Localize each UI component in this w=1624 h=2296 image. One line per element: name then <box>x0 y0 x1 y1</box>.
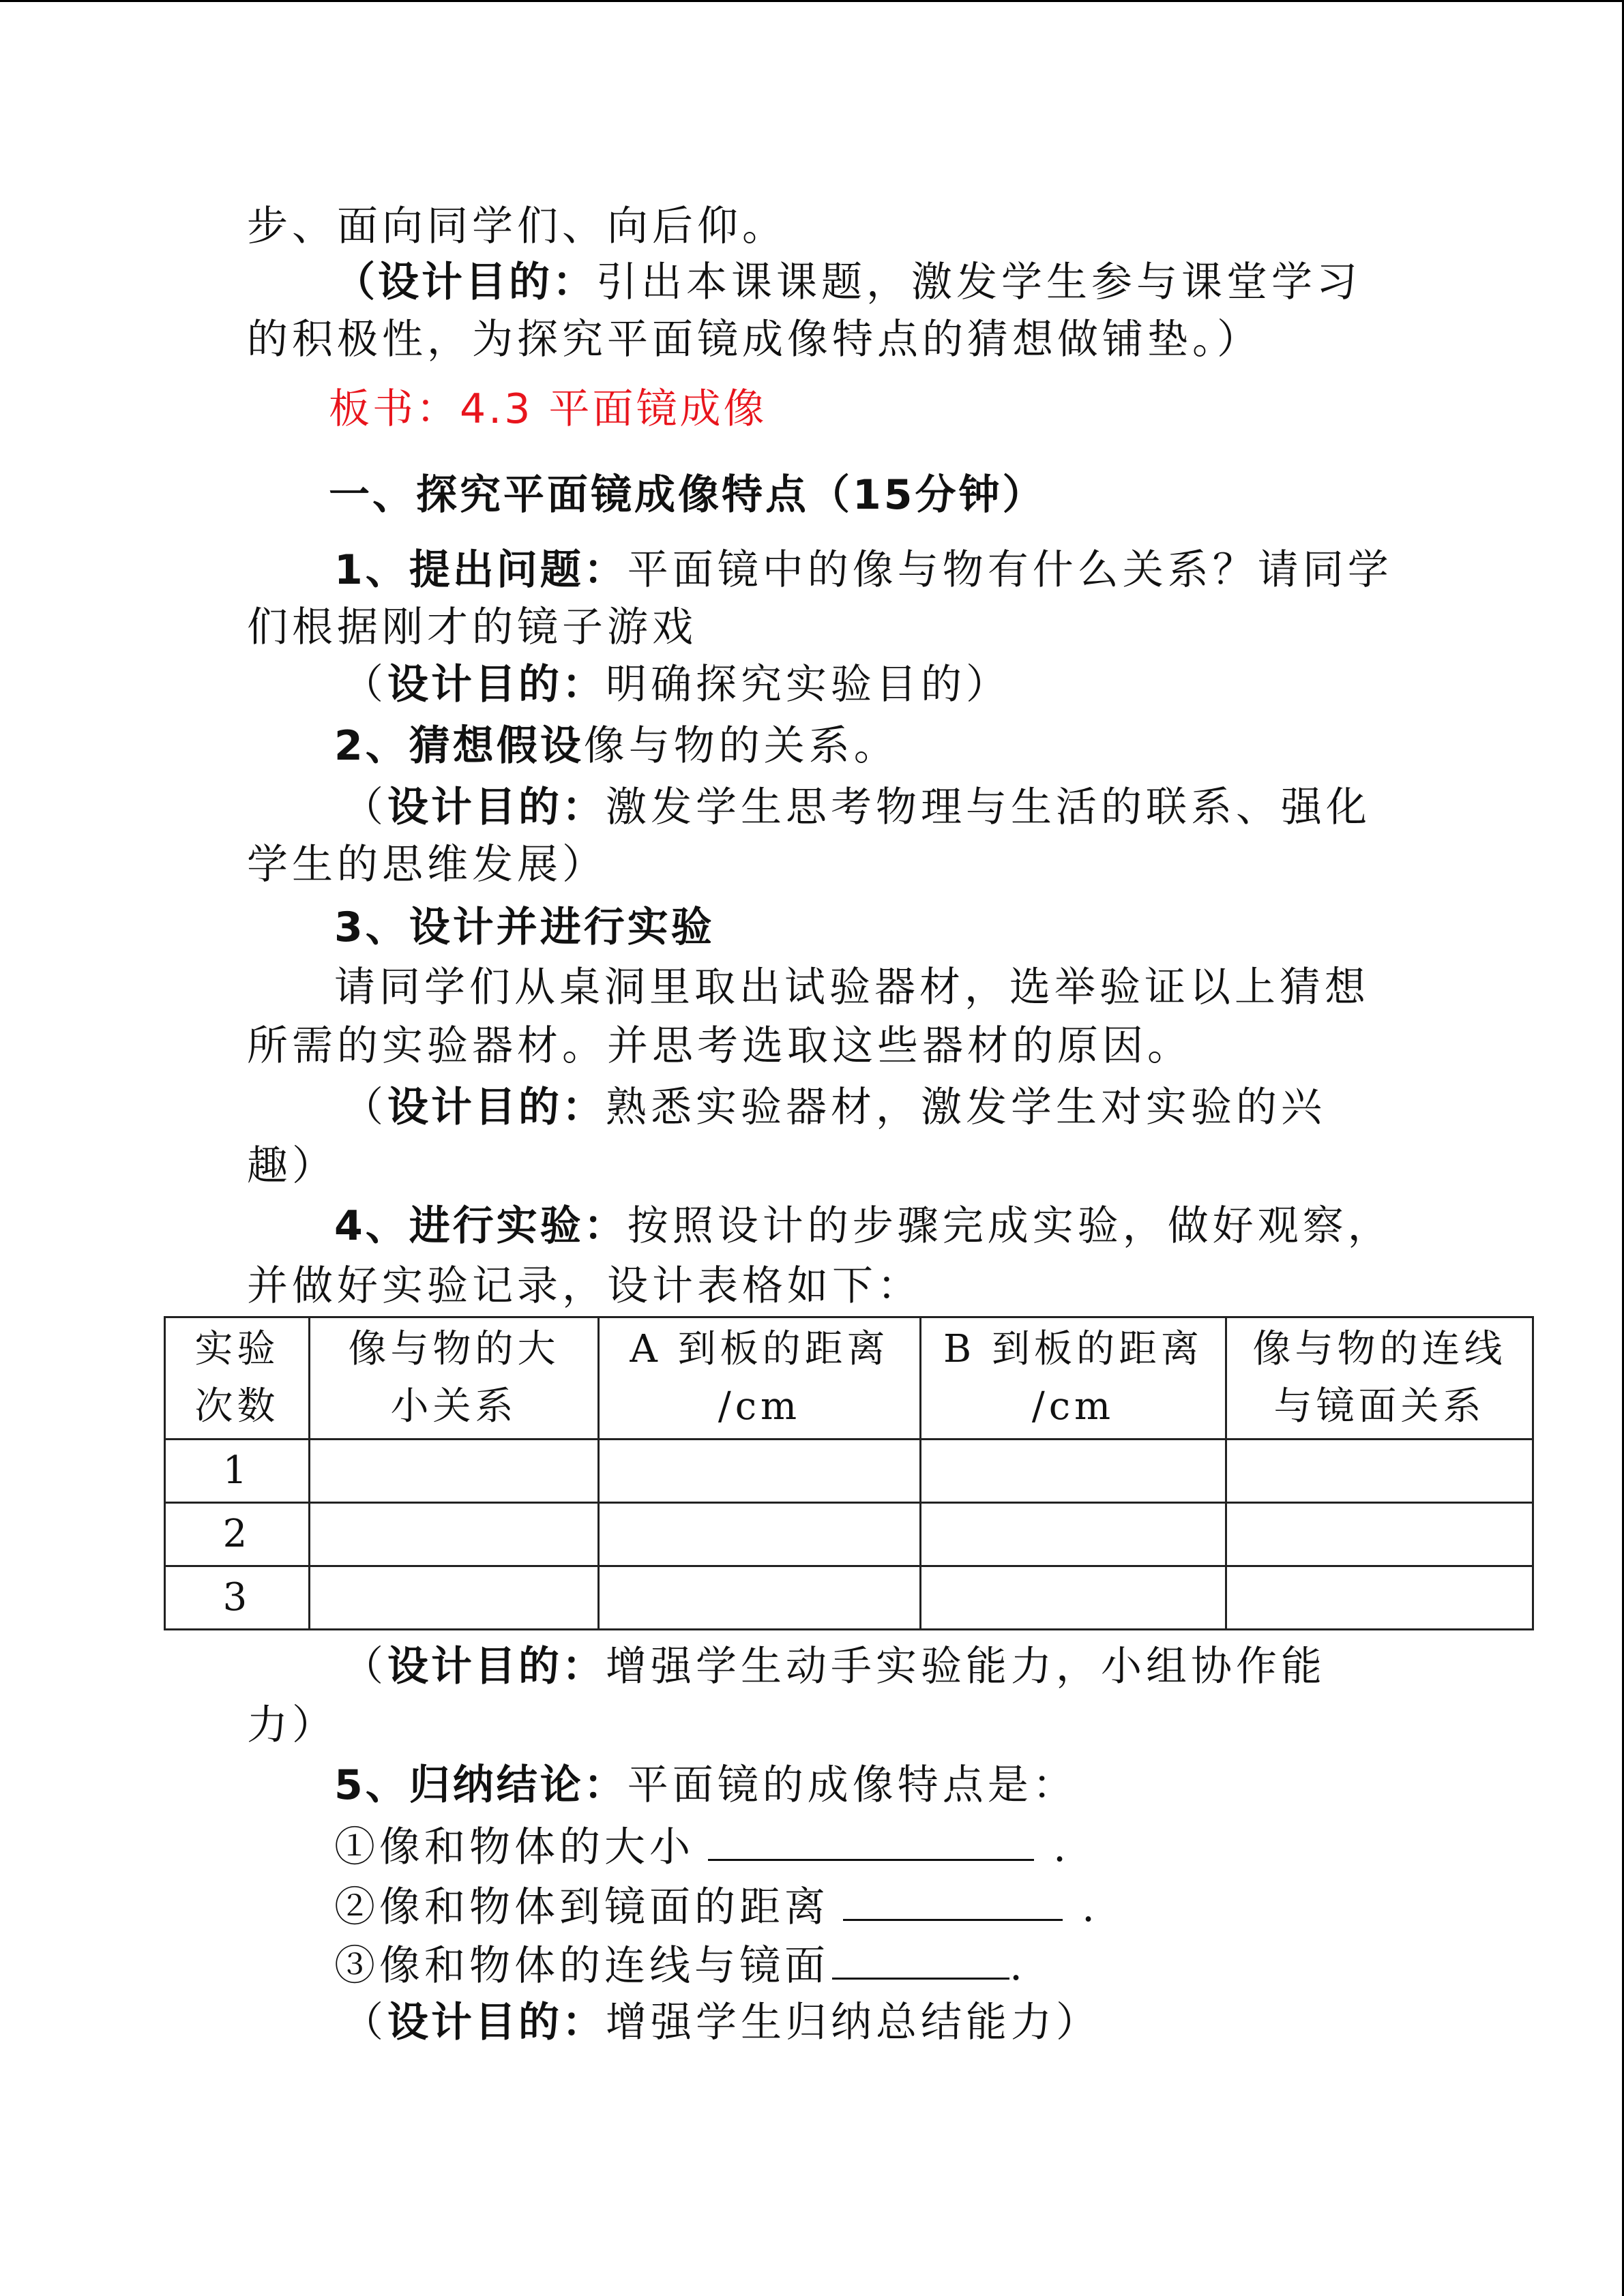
design-purpose-text: 明确探究实验目的） <box>606 661 1011 709</box>
paragraph-line: 学生的思维发展） <box>247 841 607 889</box>
header-line: A 到板的距离 <box>630 1327 889 1371</box>
design-purpose-line <box>334 258 1361 307</box>
board-title: 板书：4.3 平面镜成像 <box>329 385 767 433</box>
table-cell <box>310 1566 599 1630</box>
design-purpose-line <box>342 783 1371 832</box>
paragraph-line: 的积极性，为探究平面镜成像特点的猜想做铺垫。） <box>247 316 1262 363</box>
step-3-heading: 3、设计并进行实验 <box>334 904 715 951</box>
step-1-line <box>334 546 1393 595</box>
design-purpose-text: 激发学生思考物理与生活的联系、强化 <box>606 784 1371 831</box>
step-1-text: 平面镜中的像与物有什么关系？请同学 <box>627 546 1393 594</box>
fill-in-blank[interactable] <box>832 1938 1009 1980</box>
table-cell: 2 <box>165 1503 310 1566</box>
design-purpose-label: （设计目的： <box>334 258 596 306</box>
design-purpose-label: 设计目的： <box>387 661 606 709</box>
table-header-cell <box>921 1317 1226 1440</box>
open-paren: （ <box>342 784 387 831</box>
table-cell <box>599 1503 921 1566</box>
section-heading: 一、探究平面镜成像特点（15分钟） <box>329 471 1046 519</box>
design-purpose-text: 增强学生动手实验能力，小组协作能 <box>606 1643 1326 1690</box>
step-4-text: 按照设计的步骤完成实验，做好观察， <box>627 1202 1393 1250</box>
paragraph-line: 步、面向同学们、向后仰。 <box>247 203 787 250</box>
header-line: B 到板的距离 <box>943 1327 1203 1371</box>
table-header-cell <box>1226 1317 1533 1440</box>
conclusion-2 <box>334 1879 1099 1932</box>
table-row <box>165 1503 1533 1566</box>
step-1-label: 1、提出问题： <box>334 546 628 594</box>
design-purpose-text: 增强学生归纳总结能力） <box>606 1999 1101 2046</box>
step-2-text: 像与物的关系。 <box>583 722 899 770</box>
design-purpose-line <box>342 1998 1101 2047</box>
design-purpose-line <box>342 1642 1326 1691</box>
experiment-record-table <box>164 1316 1534 1630</box>
paragraph-line: 趣） <box>247 1142 337 1190</box>
header-line: 像与物的大 <box>348 1327 560 1371</box>
header-line: 次数 <box>194 1384 280 1429</box>
period: . <box>1009 1942 1027 1990</box>
design-purpose-text: 引出本课课题，激发学生参与课堂学习 <box>596 258 1361 306</box>
design-purpose-label: 设计目的： <box>387 1643 606 1690</box>
page-border-top <box>0 0 1624 2</box>
paragraph-line: 所需的实验器材。并思考选取这些器材的原因。 <box>247 1022 1192 1070</box>
design-purpose-line <box>342 1083 1326 1132</box>
table-cell <box>1226 1566 1533 1630</box>
fill-in-blank[interactable] <box>708 1819 1034 1861</box>
table-row <box>165 1566 1533 1630</box>
header-line: /cm <box>718 1384 801 1429</box>
step-2-line <box>334 721 899 771</box>
table-cell <box>599 1440 921 1503</box>
table-cell <box>921 1440 1226 1503</box>
header-line: 实验 <box>194 1327 280 1371</box>
header-line: 像与物的连线 <box>1252 1327 1507 1371</box>
step-4-label: 4、进行实验： <box>334 1202 628 1250</box>
open-paren: （ <box>342 1084 387 1131</box>
table-row <box>165 1440 1533 1503</box>
step-5-label: 5、归纳结论： <box>334 1761 628 1809</box>
step-1-continued: 们根据刚才的镜子游戏 <box>247 603 697 651</box>
table-cell <box>1226 1440 1533 1503</box>
table-cell <box>310 1440 599 1503</box>
table-cell <box>310 1503 599 1566</box>
conclusion-3 <box>334 1938 1027 1991</box>
design-purpose-label: 设计目的： <box>387 1084 606 1131</box>
open-paren: （ <box>342 1999 387 2046</box>
header-line: 小关系 <box>390 1384 518 1429</box>
table-header-cell <box>599 1317 921 1440</box>
design-purpose-line <box>342 660 1011 709</box>
step-2-label: 2、猜想假设 <box>334 722 584 770</box>
step-5-line <box>334 1761 1078 1810</box>
period: . <box>1053 1823 1071 1871</box>
header-line: /cm <box>1031 1384 1115 1429</box>
design-purpose-label: 设计目的： <box>387 1999 606 2046</box>
table-cell: 3 <box>165 1566 310 1630</box>
step-5-text: 平面镜的成像特点是： <box>627 1761 1078 1809</box>
conclusion-text: ③像和物体的连线与镜面 <box>334 1942 829 1990</box>
paragraph-line: 请同学们从桌洞里取出试验器材，选举验证以上猜想 <box>334 964 1370 1011</box>
table-cell <box>1226 1503 1533 1566</box>
step-4-line <box>334 1202 1393 1251</box>
table-cell <box>921 1566 1226 1630</box>
table-header-row <box>165 1317 1533 1440</box>
table-header-cell <box>165 1317 310 1440</box>
open-paren: （ <box>342 661 387 709</box>
paragraph-line: 并做好实验记录，设计表格如下： <box>247 1262 922 1310</box>
open-paren: （ <box>342 1643 387 1690</box>
conclusion-text: ②像和物体到镜面的距离 <box>334 1883 829 1931</box>
design-purpose-label: 设计目的： <box>387 784 606 831</box>
table-cell <box>599 1566 921 1630</box>
table-header-cell <box>310 1317 599 1440</box>
conclusion-1 <box>334 1819 1070 1872</box>
paragraph-line: 力） <box>247 1701 337 1749</box>
table-cell: 1 <box>165 1440 310 1503</box>
header-line: 与镜面关系 <box>1273 1384 1486 1429</box>
period: . <box>1082 1883 1099 1931</box>
table-cell <box>921 1503 1226 1566</box>
design-purpose-text: 熟悉实验器材，激发学生对实验的兴 <box>606 1084 1326 1131</box>
conclusion-text: ①像和物体的大小 <box>334 1823 694 1871</box>
fill-in-blank[interactable] <box>843 1879 1063 1921</box>
